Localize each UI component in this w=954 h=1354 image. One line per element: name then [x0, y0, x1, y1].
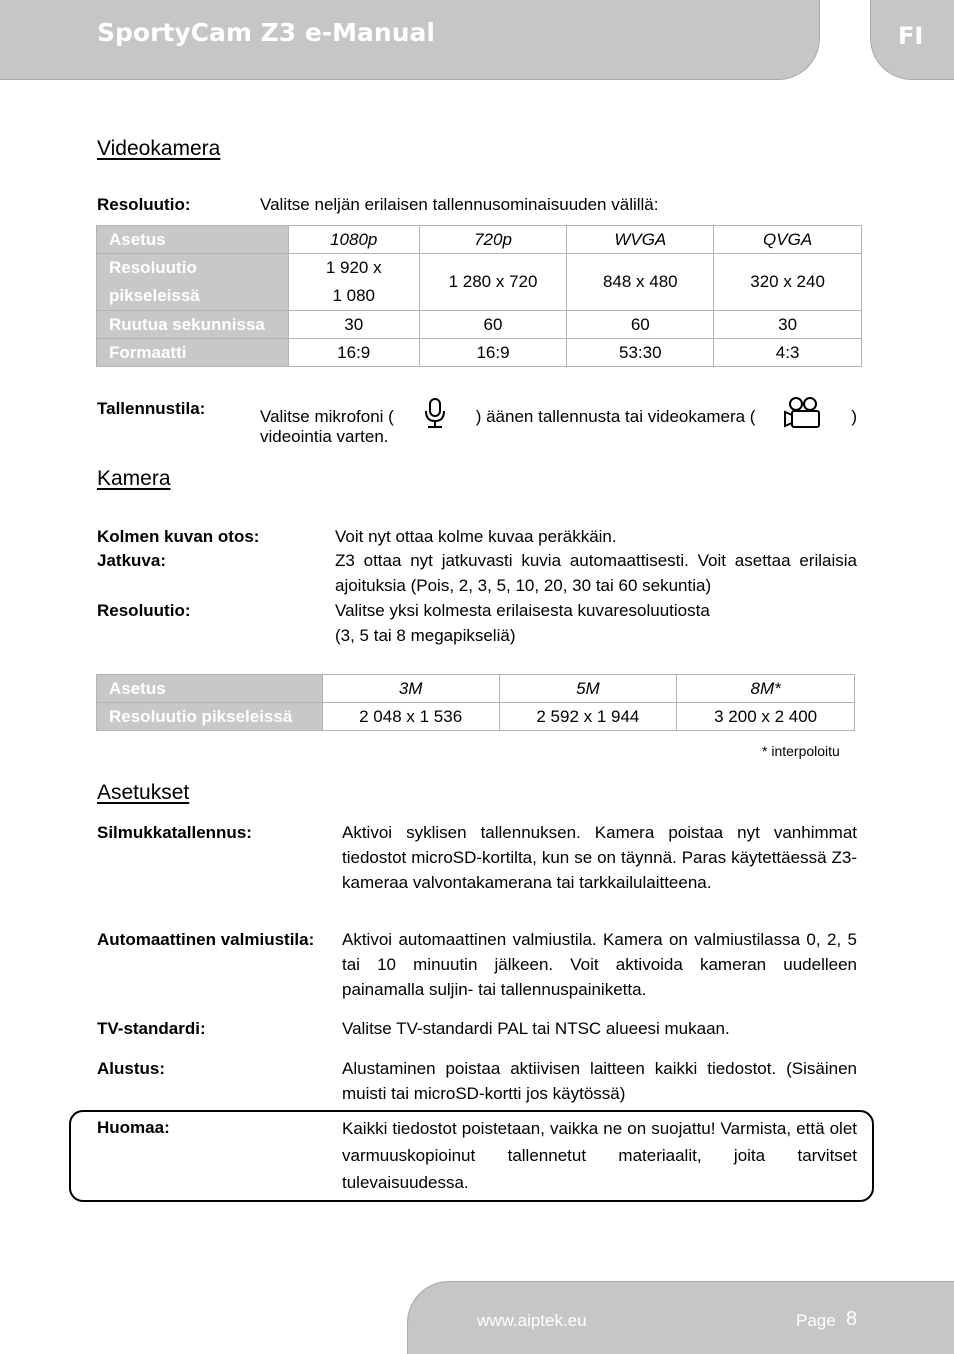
cell-format-1080p: 16:9: [288, 339, 419, 367]
cell-fps-1080p: 30: [288, 311, 419, 339]
photo-resolution-table: [96, 674, 855, 731]
format-text: Alustaminen poistaa aktiivisen laitteen kaikki tiedostot. (Sisäinen muisti tai microSD-kortti jos käytössä): [342, 1059, 857, 1103]
note-text: Kaikki tiedostot poistetaan, vaikka ne on suojattu! Varmista, että olet varmuuskopioinut tallennetut materiaalit, joita tarvitset tulevaisuudessa.: [342, 1119, 857, 1192]
column-1080p: 1080p: [288, 226, 419, 254]
video-resolution-table: [96, 225, 862, 367]
cell-resolution-qvga: 320 x 240: [714, 254, 862, 311]
cell-format-wvga: 53:30: [567, 339, 714, 367]
column-720p: 720p: [419, 226, 567, 254]
cell-resolution-5m: 2 592 x 1 944: [499, 703, 677, 731]
language-code: FI: [898, 22, 924, 50]
camera-heading: Kamera: [97, 467, 171, 490]
footer-page-label: Page: [796, 1311, 836, 1330]
video-resolution-label: Resoluutio:: [97, 195, 191, 214]
recording-mode-line2: videointia varten.: [260, 427, 389, 446]
continuous-text: Z3 ottaa nyt jatkuvasti kuvia automaattisesti. Voit asettaa erilaisia ajoituksia (Pois, 2, 3, 5, 10, 20, 30 tai 60 sekuntia): [335, 551, 857, 595]
cell-resolution-wvga: 848 x 480: [567, 254, 714, 311]
footer-page-number: 8: [846, 1308, 858, 1330]
row-label-resolution: [97, 254, 289, 311]
row-label-resolution-line1: Resoluutio: [109, 258, 197, 277]
column-8m: 8M*: [677, 675, 855, 703]
burst-text: Voit nyt ottaa kolme kuvaa peräkkäin.: [335, 527, 617, 546]
video-heading: Videokamera: [97, 137, 221, 160]
column-qvga: QVGA: [714, 226, 862, 254]
tv-standard-text: Valitse TV-standardi PAL tai NTSC alueesi mukaan.: [342, 1019, 730, 1038]
footnote: * interpoloitu: [762, 743, 840, 759]
manual-title: SportyCam Z3 e-Manual: [97, 18, 435, 47]
cell-fps-qvga: 30: [714, 311, 862, 339]
cell-text: 1 080: [332, 286, 375, 305]
row-label-fps: Ruutua sekunnissa: [97, 311, 289, 339]
burst-label: Kolmen kuvan otos:: [97, 527, 260, 546]
cell-fps-720p: 60: [419, 311, 567, 339]
cell-text: 1 920 x: [325, 258, 382, 277]
row-label-format: Formaatti: [97, 339, 289, 367]
photo-resolution-label: Resoluutio:: [97, 601, 191, 620]
photo-resolution-text-1: Valitse yksi kolmesta erilaisesta kuvaresoluutiosta: [335, 601, 710, 620]
mode-text-part1: Valitse mikrofoni (: [260, 407, 394, 426]
mode-text-part2: ) äänen tallennusta tai videokamera (: [475, 407, 756, 426]
auto-standby-text: Aktivoi automaattinen valmiustila. Kamera on valmiustilassa 0, 2, 5 tai 10 minuutin jälkeen. Voit aktivoida kameran uudelleen painamalla suljin- tai tallennuspainiketta.: [342, 930, 857, 999]
continuous-label: Jatkuva:: [97, 551, 166, 570]
cell-resolution-3m: 2 048 x 1 536: [322, 703, 499, 731]
recording-mode-label: Tallennustila:: [97, 399, 206, 418]
video-camera-icon: [783, 396, 823, 437]
column-3m: 3M: [322, 675, 499, 703]
photo-resolution-text-2: (3, 5 tai 8 megapikseliä): [335, 626, 516, 645]
cell-format-qvga: 4:3: [714, 339, 862, 367]
column-wvga: WVGA: [567, 226, 714, 254]
microphone-icon: [422, 397, 448, 436]
footer-url[interactable]: www.aiptek.eu: [477, 1311, 587, 1330]
cell-resolution-8m: 3 200 x 2 400: [677, 703, 855, 731]
video-resolution-text: Valitse neljän erilaisen tallennusominaisuuden välillä:: [260, 195, 659, 214]
cell-resolution-720p: 1 280 x 720: [419, 254, 567, 311]
column-5m: 5M: [499, 675, 677, 703]
note-label: Huomaa:: [97, 1118, 170, 1137]
tv-standard-label: TV-standardi:: [97, 1019, 206, 1038]
row-label-resolution: Resoluutio pikseleissä: [97, 703, 323, 731]
loop-recording-label: Silmukkatallennus:: [97, 823, 252, 842]
row-label-setting: Asetus: [97, 675, 323, 703]
row-label-setting: Asetus: [97, 226, 289, 254]
settings-heading: Asetukset: [97, 781, 190, 804]
cell-resolution-1080p: [288, 254, 419, 311]
format-label: Alustus:: [97, 1059, 165, 1078]
cell-fps-wvga: 60: [567, 311, 714, 339]
row-label-resolution-line2: pikseleissä: [109, 286, 200, 305]
mode-text-part3: ): [851, 407, 857, 426]
loop-recording-text: Aktivoi syklisen tallennuksen. Kamera poistaa nyt vanhimmat tiedostot microSD-kortilta, kun se on täynnä. Paras käytettäessä Z3-kameraa valvontakamerana tai tarkkailulaitteena.: [342, 823, 857, 892]
cell-format-720p: 16:9: [419, 339, 567, 367]
auto-standby-label: Automaattinen valmiustila:: [97, 930, 315, 949]
